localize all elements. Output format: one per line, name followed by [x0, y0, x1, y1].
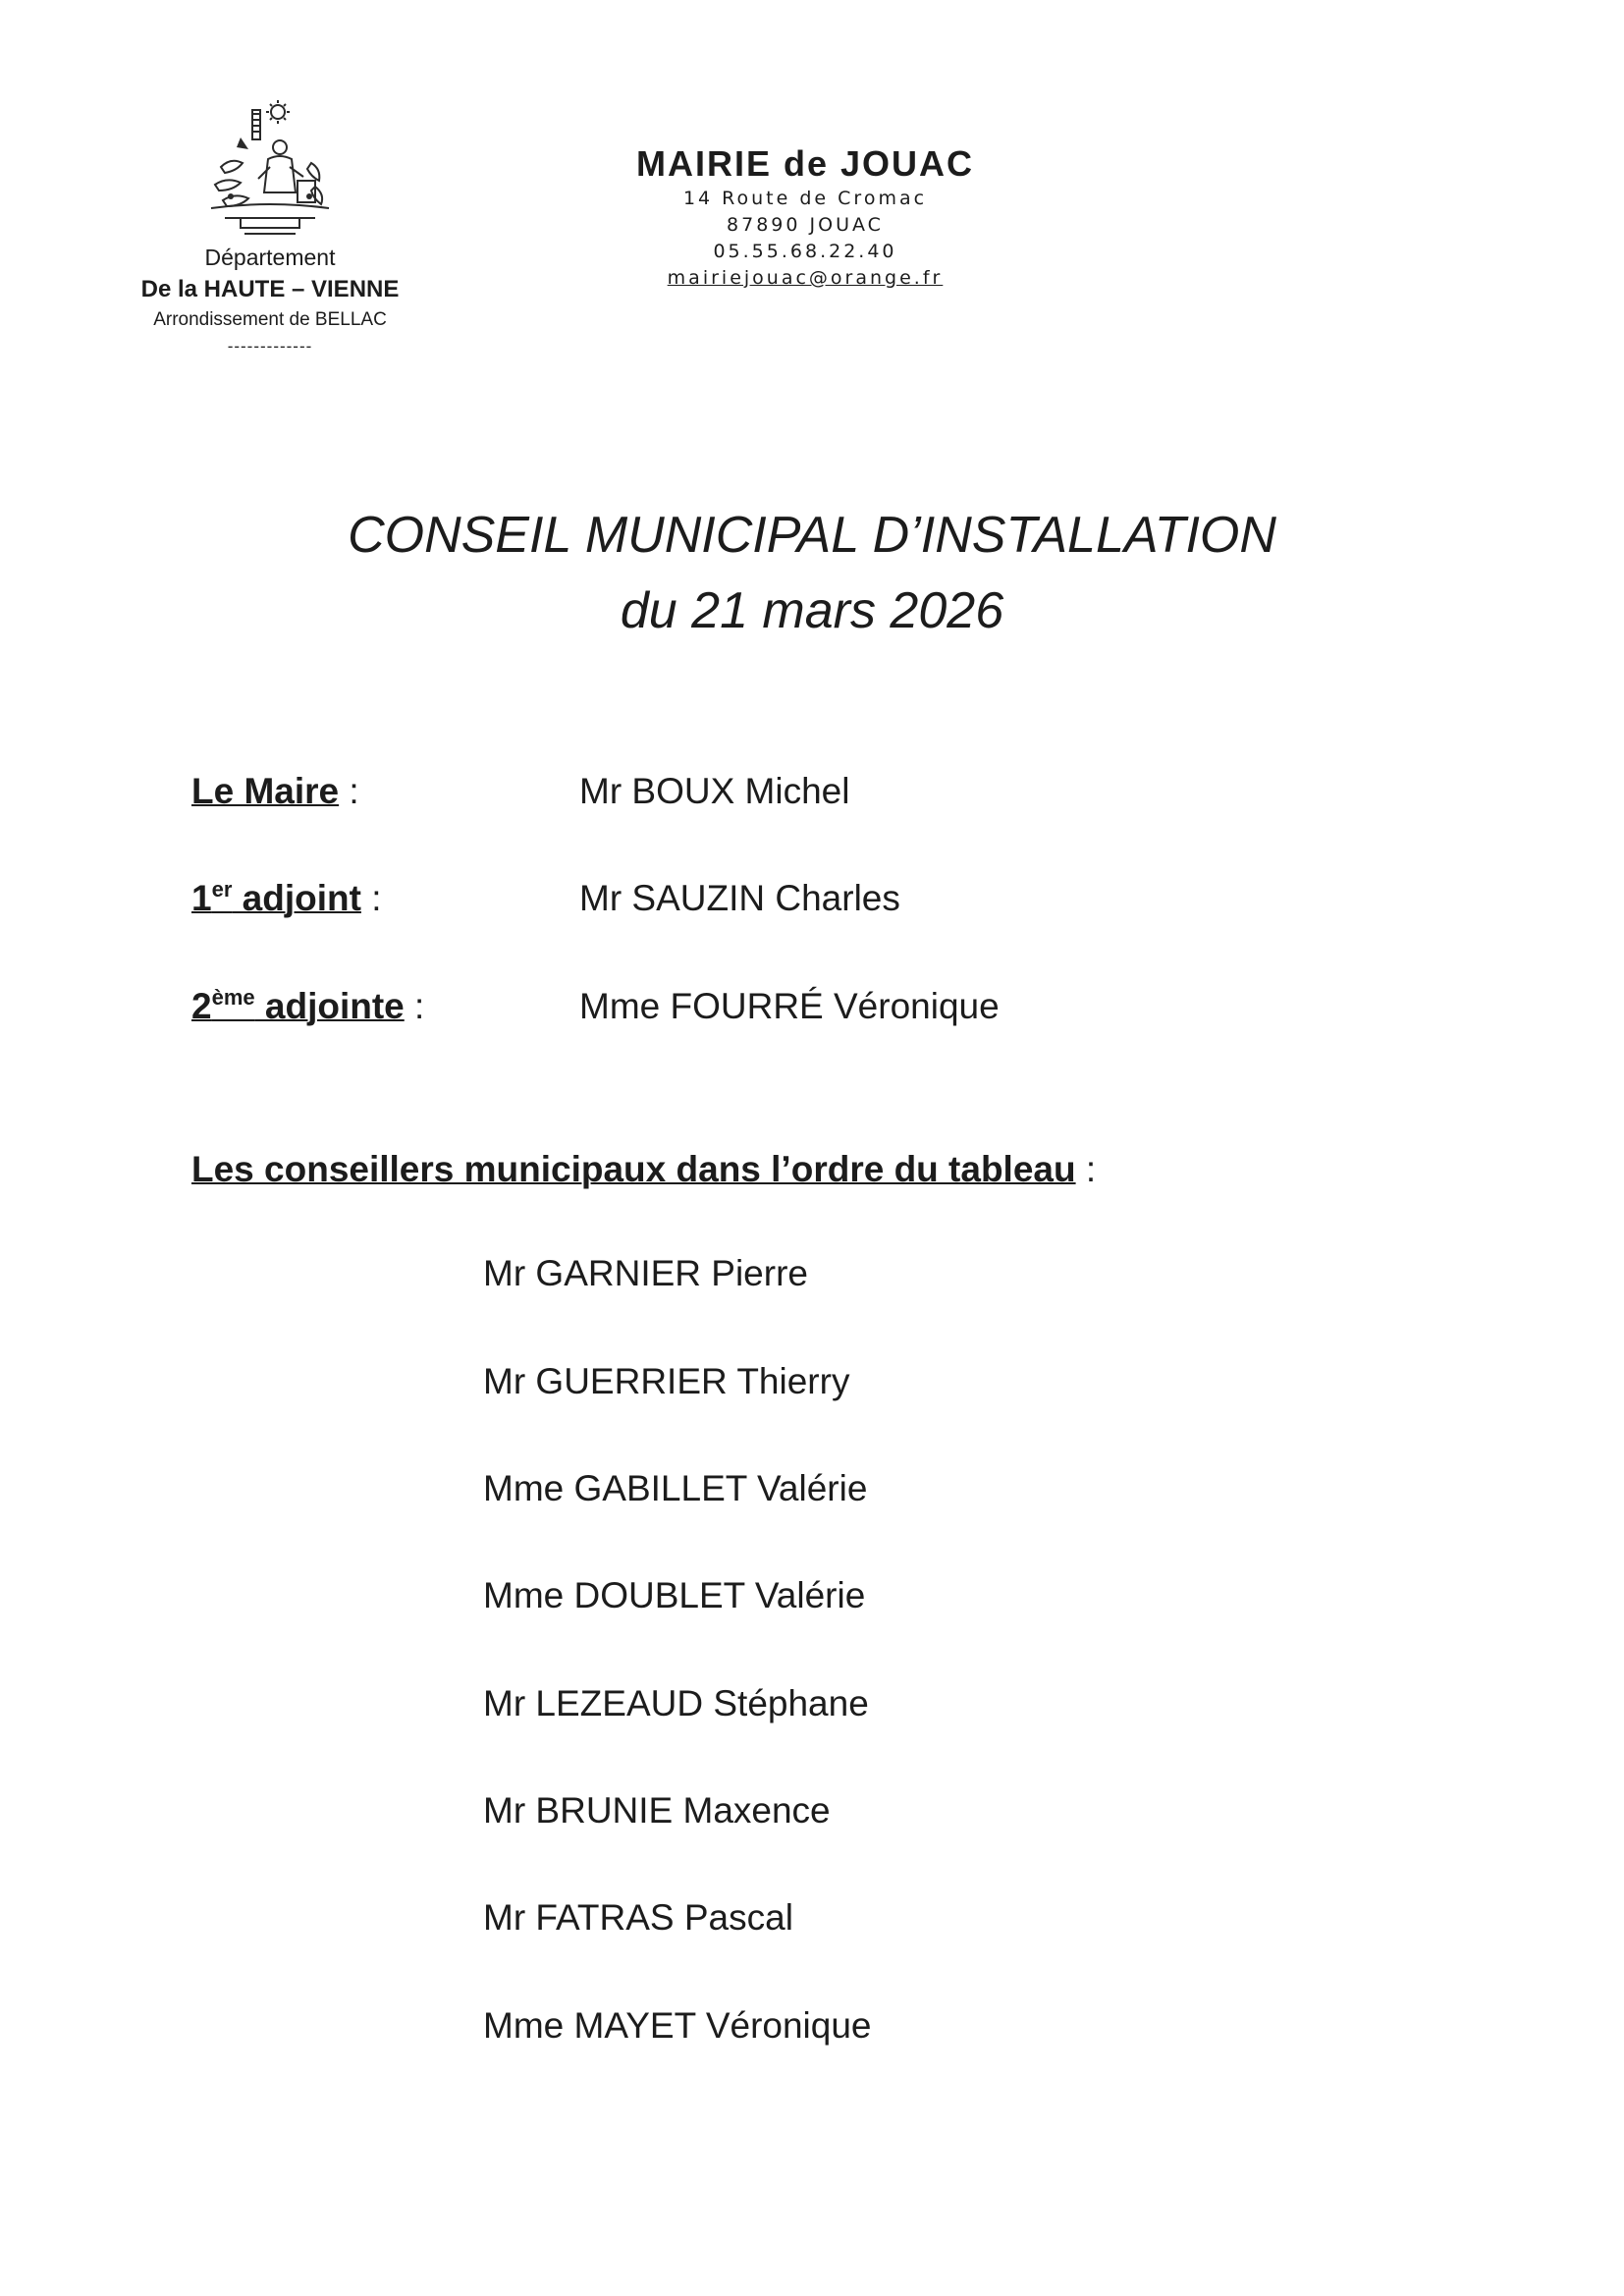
officer-name-first-adjoint: Mr SAUZIN Charles [579, 878, 900, 918]
council-heading [191, 1146, 1096, 1193]
council-member: Mr BRUNIE Maxence [483, 1790, 831, 1831]
officer-label-sup: ème [211, 985, 255, 1010]
officer-label-maire [191, 768, 359, 815]
officer-label-rest: adjoint [232, 878, 361, 918]
mairie-phone: 05.55.68.22.40 [713, 241, 897, 262]
officer-label-rest: adjointe [254, 986, 405, 1026]
officer-label-first-adjoint [191, 875, 381, 922]
department-label: Département [204, 245, 336, 270]
mairie-block [609, 142, 1001, 292]
officer-label-main: 1 [191, 878, 212, 918]
arrondissement: Arrondissement de BELLAC [153, 309, 387, 330]
municipal-coat-of-arms-icon [201, 98, 339, 244]
council-member: Mme MAYET Véronique [483, 2005, 872, 2046]
officer-label-main: 2 [191, 986, 212, 1026]
officer-label-sup: er [211, 877, 233, 902]
officer-label-second-adjointe [191, 983, 424, 1030]
officer-name-maire: Mr BOUX Michel [579, 771, 850, 811]
officer-label-suffix: : [339, 771, 359, 811]
mairie-title: MAIRIE de JOUAC [635, 143, 975, 184]
officer-label-suffix: : [360, 878, 382, 918]
department-separator: ------------- [227, 337, 313, 355]
council-member: Mr FATRAS Pascal [483, 1897, 793, 1938]
document-date: du 21 mars 2026 [620, 582, 1004, 639]
document-title: CONSEIL MUNICIPAL D’INSTALLATION [348, 507, 1276, 564]
council-member: Mr GARNIER Pierre [483, 1253, 808, 1293]
council-heading-suffix: : [1075, 1149, 1097, 1189]
council-heading-text: Les conseillers municipaux dans l’ordre du tableau [191, 1149, 1076, 1189]
mairie-postal-city: 87890 JOUAC [727, 214, 884, 236]
officer-label-main: Le Maire [191, 771, 340, 811]
department-name: De la HAUTE – VIENNE [140, 276, 400, 302]
council-member: Mr GUERRIER Thierry [483, 1361, 850, 1401]
council-member: Mme GABILLET Valérie [483, 1468, 868, 1508]
mairie-email-link[interactable]: mairiejouac@orange.fr [667, 267, 944, 289]
officer-label-suffix: : [404, 986, 425, 1026]
department-block [113, 242, 427, 359]
mairie-address: 14 Route de Cromac [682, 188, 928, 209]
council-member: Mme DOUBLET Valérie [483, 1575, 866, 1615]
officer-name-second-adjointe: Mme FOURRÉ Véronique [579, 986, 1000, 1026]
council-member: Mr LEZEAUD Stéphane [483, 1683, 869, 1723]
